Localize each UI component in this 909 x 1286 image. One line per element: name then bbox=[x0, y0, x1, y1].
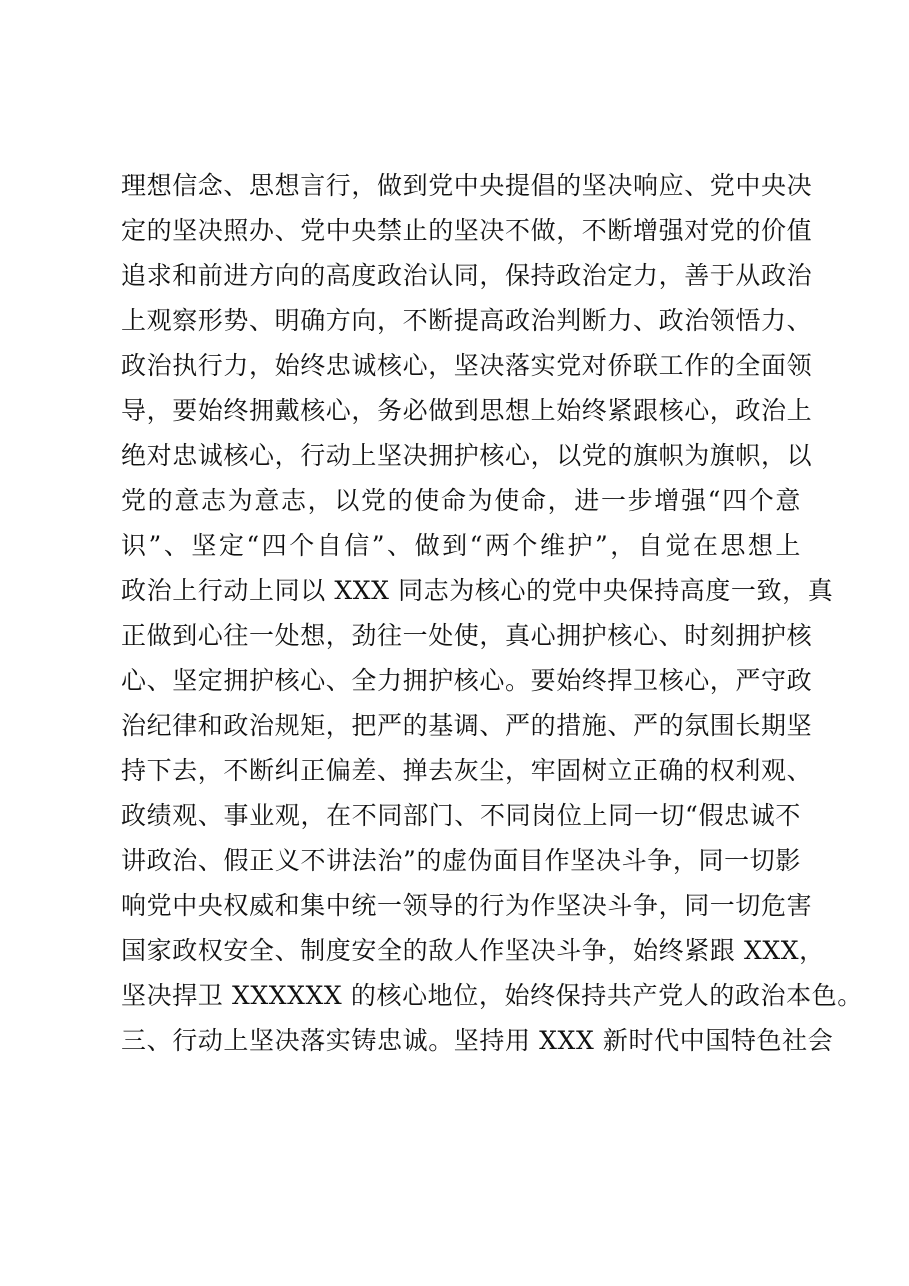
text-line: 党的意志为意志，以党的使命为使命，进一步增强“四个意 bbox=[121, 486, 801, 515]
text-line: 正做到心往一处想，劲往一处使，真心拥护核心、时刻拥护核 bbox=[121, 621, 813, 650]
text-line: 坚决捍卫 XXXXXX 的核心地位，始终保持共产党人的政治本色。 bbox=[121, 981, 863, 1010]
text-line: 响党中央权威和集中统一领导的行为作坚决斗争，同一切危害 bbox=[121, 891, 813, 920]
text-line: 定的坚决照办、党中央禁止的坚决不做，不断增强对党的价值 bbox=[121, 216, 813, 245]
text-line: 政治执行力，始终忠诚核心，坚决落实党对侨联工作的全面领 bbox=[121, 351, 813, 380]
text-line: 政治上行动上同以 XXX 同志为核心的党中央保持高度一致，真 bbox=[121, 576, 834, 605]
text-line: 治纪律和政治规矩，把严的基调、严的措施、严的氛围长期坚 bbox=[121, 711, 813, 740]
text-line: 理想信念、思想言行，做到党中央提倡的坚决响应、党中央决 bbox=[121, 171, 813, 200]
text-line: 追求和前进方向的高度政治认同，保持政治定力，善于从政治 bbox=[121, 261, 813, 290]
text-line: 绝对忠诚核心，行动上坚决拥护核心，以党的旗帜为旗帜，以 bbox=[121, 441, 813, 470]
text-line: 讲政治、假正义不讲法治”的虚伪面目作坚决斗争，同一切影 bbox=[121, 846, 801, 875]
text-line: 导，要始终拥戴核心，务必做到思想上始终紧跟核心，政治上 bbox=[121, 396, 813, 425]
text-line: 国家政权安全、制度安全的敌人作坚决斗争，始终紧跟 XXX， bbox=[121, 936, 825, 965]
text-line: 政绩观、事业观，在不同部门、不同岗位上同一切“假忠诚不 bbox=[121, 801, 801, 830]
text-line: 心、坚定拥护核心、全力拥护核心。要始终捍卫核心，严守政 bbox=[121, 666, 813, 695]
section-heading-line: 三、行动上坚决落实铸忠诚。坚持用 XXX 新时代中国特色社会 bbox=[121, 1026, 834, 1055]
text-line: 识”、坚定“四个自信”、做到“两个维护”，自觉在思想上 bbox=[121, 531, 801, 560]
text-line: 上观察形势、明确方向，不断提高政治判断力、政治领悟力、 bbox=[121, 306, 813, 335]
text-line: 持下去，不断纠正偏差、掸去灰尘，牢固树立正确的权利观、 bbox=[121, 756, 813, 785]
